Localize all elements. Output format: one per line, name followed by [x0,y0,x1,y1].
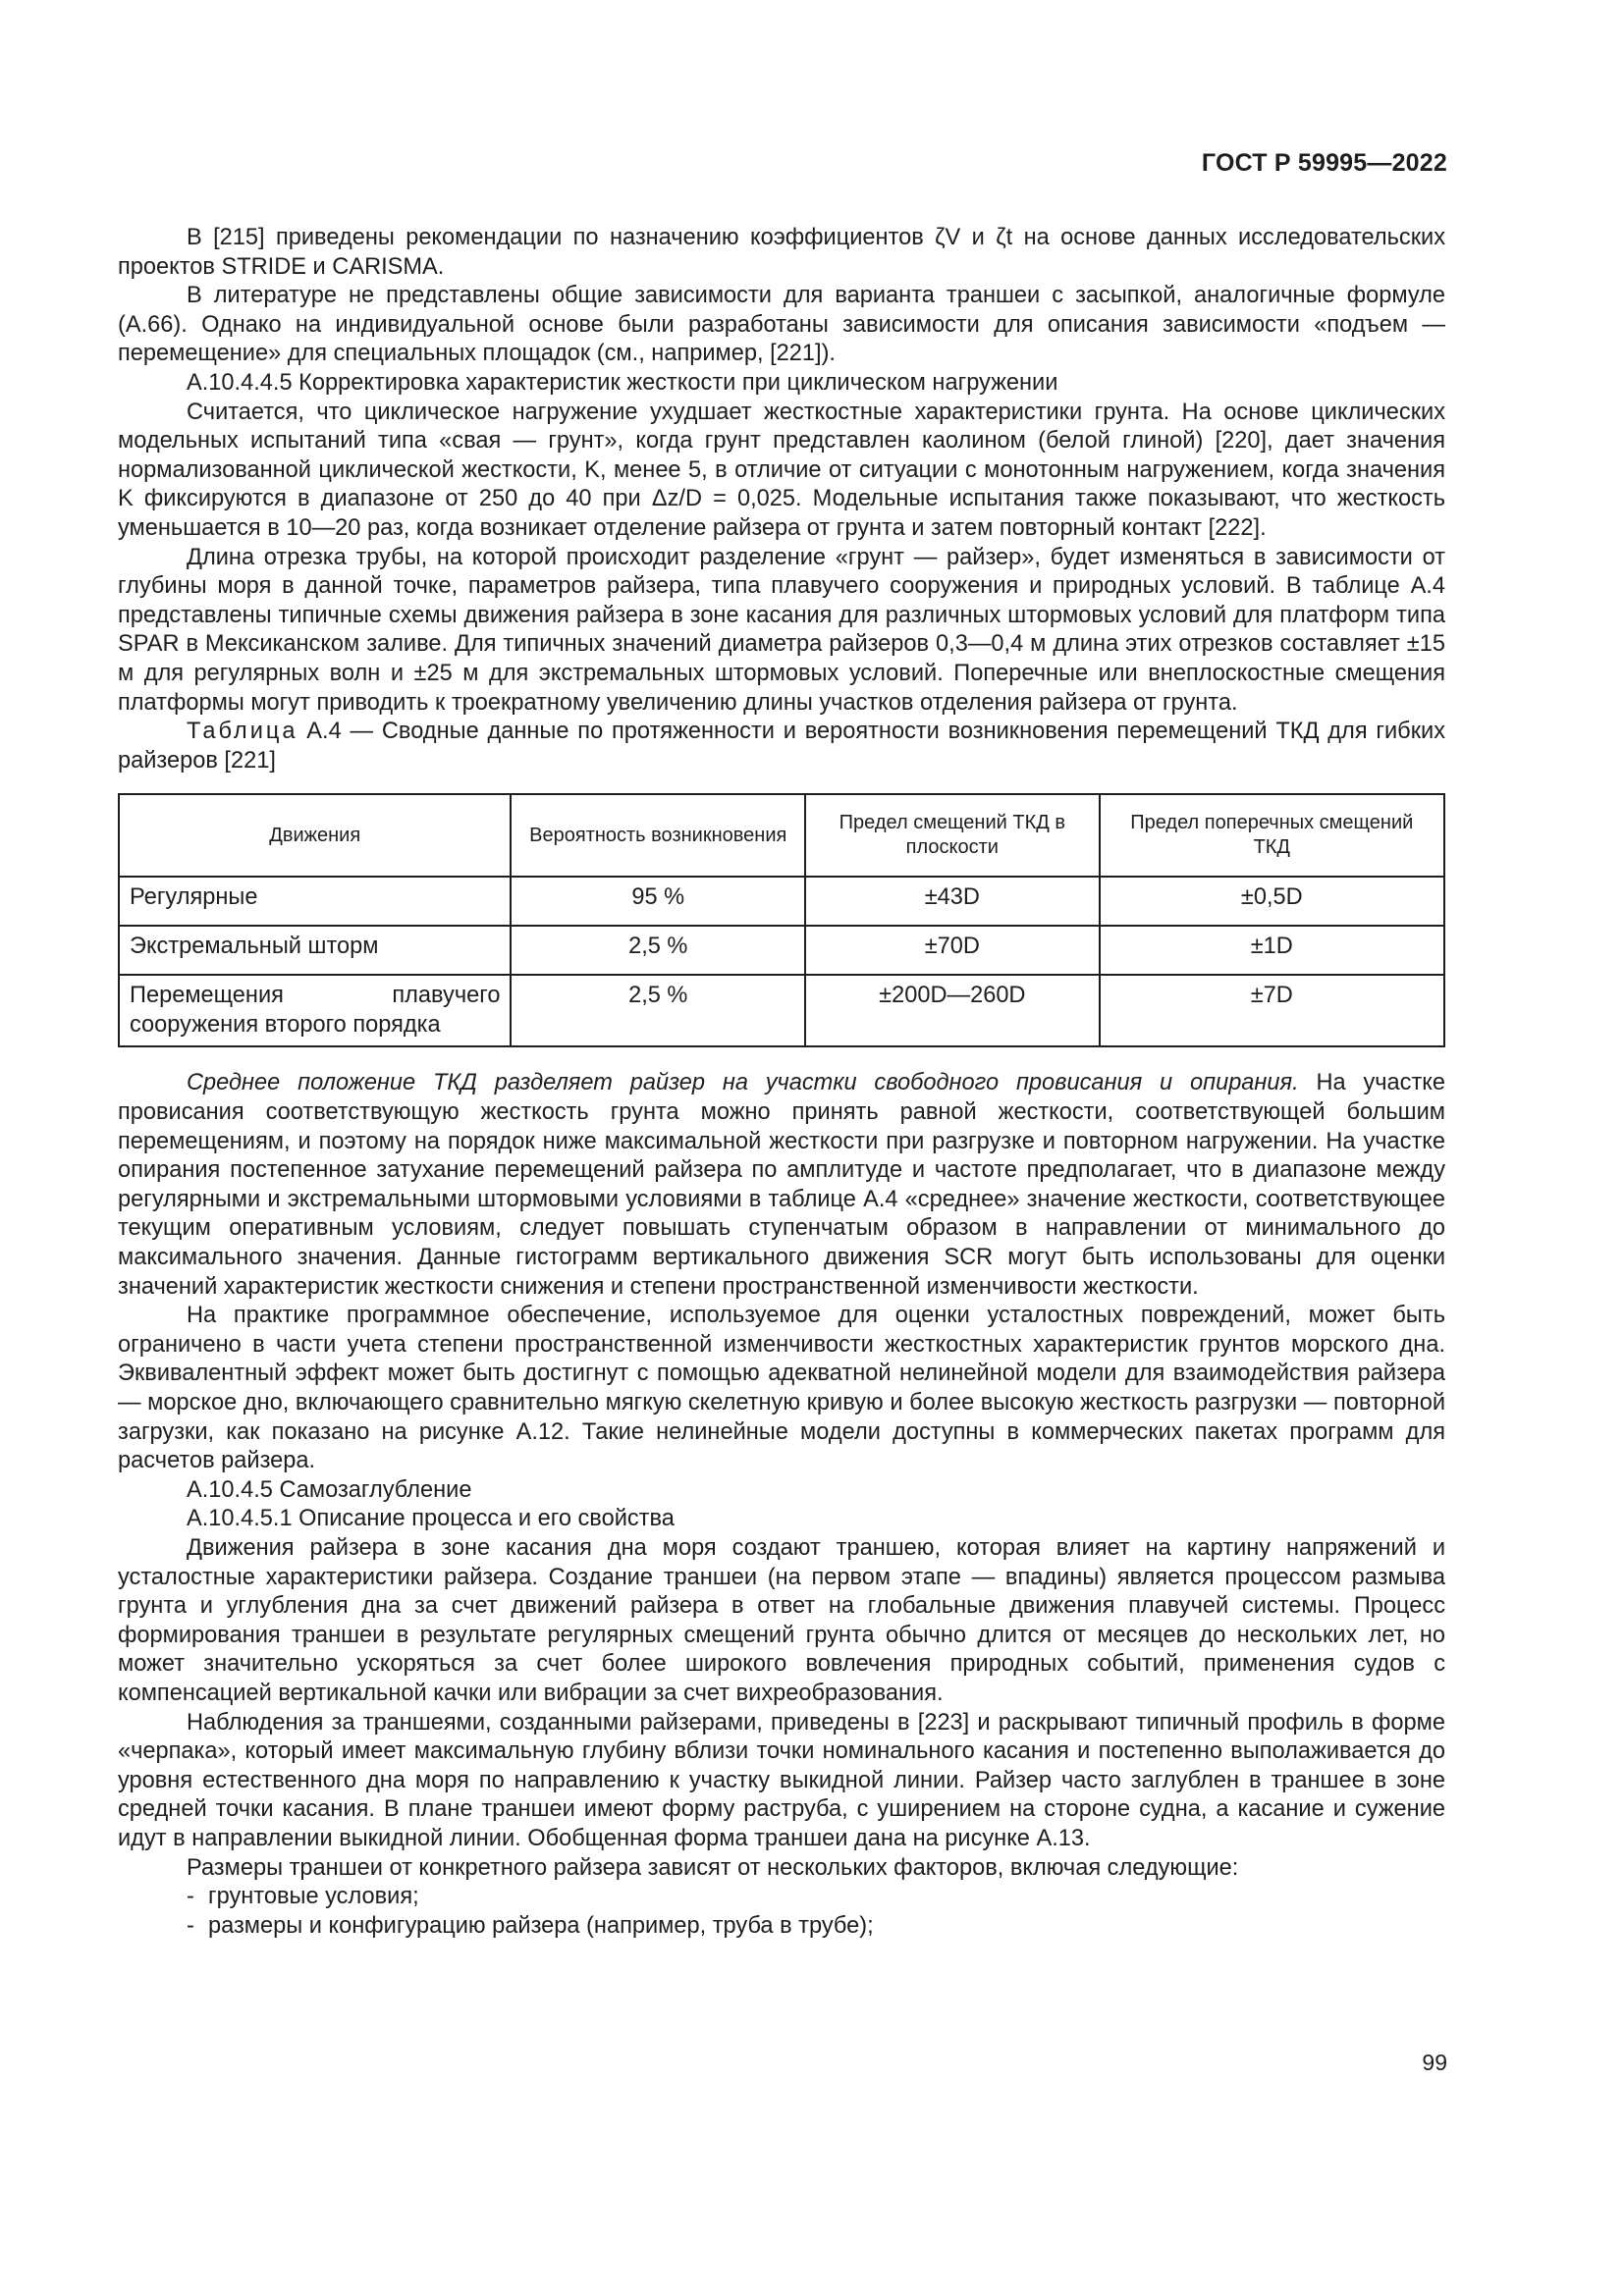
paragraph-text: На участке провисания соответствующую жесткость грунта можно принять равной жесткости, соответствующей большим перемещениям, и поэтому на порядок ниже максимальной жесткости при разгрузке и повторном нагружении. На участке опирания постепенное затухание перемещений райзера по амплитуде и частоте предполагает, что в диапазоне между регулярными и экстремальными штормовыми условиями в таблице А.4 «среднее» значение жесткости, соответствующее текущим оперативным условиям, следует повышать ступенчатым образом в направлении от минимального до максимального значения. Данные гистограмм вертикального движения SCR могут быть использованы для оценки значений характеристик жесткости снижения и степени пространственной изменчивости жесткости. [118,1070,1445,1300]
table-header-cell: Предел поперечных смещений ТКД [1100,794,1444,877]
table-row [119,877,1444,926]
table-cell: ±1D [1100,926,1444,975]
table-cell: ±200D—260D [805,975,1100,1046]
paragraph: В литературе не представлены общие зависимости для варианта траншеи с засыпкой, аналогичные формуле (А.66). Однако на индивидуальной основе были разработаны зависимости для описания зависимости «подъем — перемещение» для специальных площадок (см., например, [221]). [118,283,1445,367]
table-row [119,926,1444,975]
table-cell: ±7D [1100,975,1444,1046]
list-bullet: - [187,1912,194,1939]
table-header-cell: Движения [119,794,511,877]
paragraph [118,1069,1445,1302]
table-cell: ±43D [805,877,1100,926]
section-heading: А.10.4.4.5 Корректировка характеристик жесткости при циклическом нагружении [187,369,1058,396]
table-header-row [119,794,1444,877]
paragraph: Считается, что циклическое нагружение ухудшает жесткостные характеристики грунта. На основе циклических модельных испытаний типа «свая — грунт», когда грунт представлен каолином (белой глиной) [220], дает значения нормализованной циклической жесткости, K, менее 5, в отличие от ситуации с монотонным нагружением, когда значения K фиксируются в диапазоне от 250 до 40 при Δz/D = 0,025. Модельные испытания также показывают, что жесткость уменьшается в 10—20 раз, когда возникает отделение райзера от грунта и затем повторный контакт [222]. [118,399,1445,541]
paragraph: На практике программное обеспечение, используемое для оценки усталостных повреждений, может быть ограничено в части учета степени пространственной изменчивости жесткостных характеристик грунтов морского дна. Эквивалентный эффект может быть достигнут с помощью адекватной нелинейной модели для взаимодействия райзера — морское дно, включающего сравнительно мягкую скелетную кривую и более высокую жесткость разгрузки — повторной загрузки, как показано на рисунке А.12. Такие нелинейные модели доступны в коммерческих пакетах программ для расчетов райзера. [118,1303,1445,1474]
italic-emphasis: Среднее положение ТКД разделяет райзер на участки свободного провисания и опирания. [187,1070,1299,1096]
section-heading: А.10.4.5.1 Описание процесса и его свойства [187,1506,675,1532]
data-table [118,793,1445,1047]
list-bullet: - [187,1884,194,1910]
page-number: 99 [1422,2050,1447,2075]
paragraph: Наблюдения за траншеями, созданными райзерами, приведены в [223] и раскрывают типичный профиль в форме «черпака», который имеет максимальную глубину вблизи точки номинального касания и постепенно выполаживается до уровня естественного дна моря по направлению к участку выкидной линии. Райзер часто заглублен в траншее в зоне средней точки касания. В плане траншеи имеют форму раструба, с уширением на стороне судна, а касание и сужение идут в направлении выкидной линии. Обобщенная форма траншеи дана на рисунке А.13. [118,1709,1445,1851]
paragraph: Длина отрезка трубы, на которой происходит разделение «грунт — райзер», будет изменяться в зависимости от глубины моря в данной точке, параметров райзера, типа плавучего сооружения и природных условий. В таблице А.4 представлены типичные схемы движения райзера в зоне касания для различных штормовых условий для платформ типа SPAR в Мексиканском заливе. Для типичных значений диаметра райзеров 0,3—0,4 м длина этих отрезков составляет ±15 м для регулярных волн и ±25 м для экстремальных штормовых условий. Поперечные или внеплоскостные смещения платформы могут приводить к троекратному увеличению длины участков отделения райзера от грунта. [118,544,1445,716]
paragraph: В [215] приведены рекомендации по назначению коэффициентов ζV и ζt на основе данных исследовательских проектов STRIDE и CARISMA. [118,225,1445,280]
table-header-cell: Предел смещений ТКД в плоскости [805,794,1100,877]
paragraph: Размеры траншеи от конкретного райзера зависят от нескольких факторов, включая следующие: [187,1854,1239,1881]
table-cell: Регулярные [119,877,511,926]
table-caption-label: Таблица [187,719,298,745]
table-cell: Экстремальный шторм [119,926,511,975]
table-caption [118,718,1445,775]
table-cell: 2,5 % [511,975,805,1046]
table-cell: ±70D [805,926,1100,975]
list-item-text: грунтовые условия; [208,1884,419,1910]
paragraph: Движения райзера в зоне касания дна моря создают траншею, которая влияет на картину напряжений и усталостные характеристики райзера. Создание траншеи (на первом этапе — впадины) является процессом размыва грунта и углубления дна за счет движений райзера в ответ на глобальные движения плавучей системы. Процесс формирования траншеи в результате регулярных смещений грунта обычно длится от месяцев до нескольких лет, но может значительно ускоряться за счет более широкого вовлечения природных событий, применения судов с компенсацией вертикальной качки или вибрации за счет вихреобразования. [118,1534,1445,1706]
table-row [119,975,1444,1046]
list-item-text: размеры и конфигурацию райзера (например, труба в трубе); [208,1912,874,1939]
page-content [118,224,1445,1941]
table-cell: ±0,5D [1100,877,1444,926]
list-item [118,1912,1445,1942]
table-cell: 2,5 % [511,926,805,975]
document-code-header: ГОСТ Р 59995—2022 [1201,149,1447,177]
table-caption-text: А.4 — Сводные данные по протяженности и вероятности возникновения перемещений ТКД для гибких райзеров [221] [118,719,1445,774]
section-heading: А.10.4.5 Самозаглубление [187,1476,472,1503]
table-header-cell: Вероятность возникновения [511,794,805,877]
list-item [118,1883,1445,1912]
table-cell: 95 % [511,877,805,926]
table-cell: Перемещения плавучего сооружения второго порядка [119,975,511,1046]
